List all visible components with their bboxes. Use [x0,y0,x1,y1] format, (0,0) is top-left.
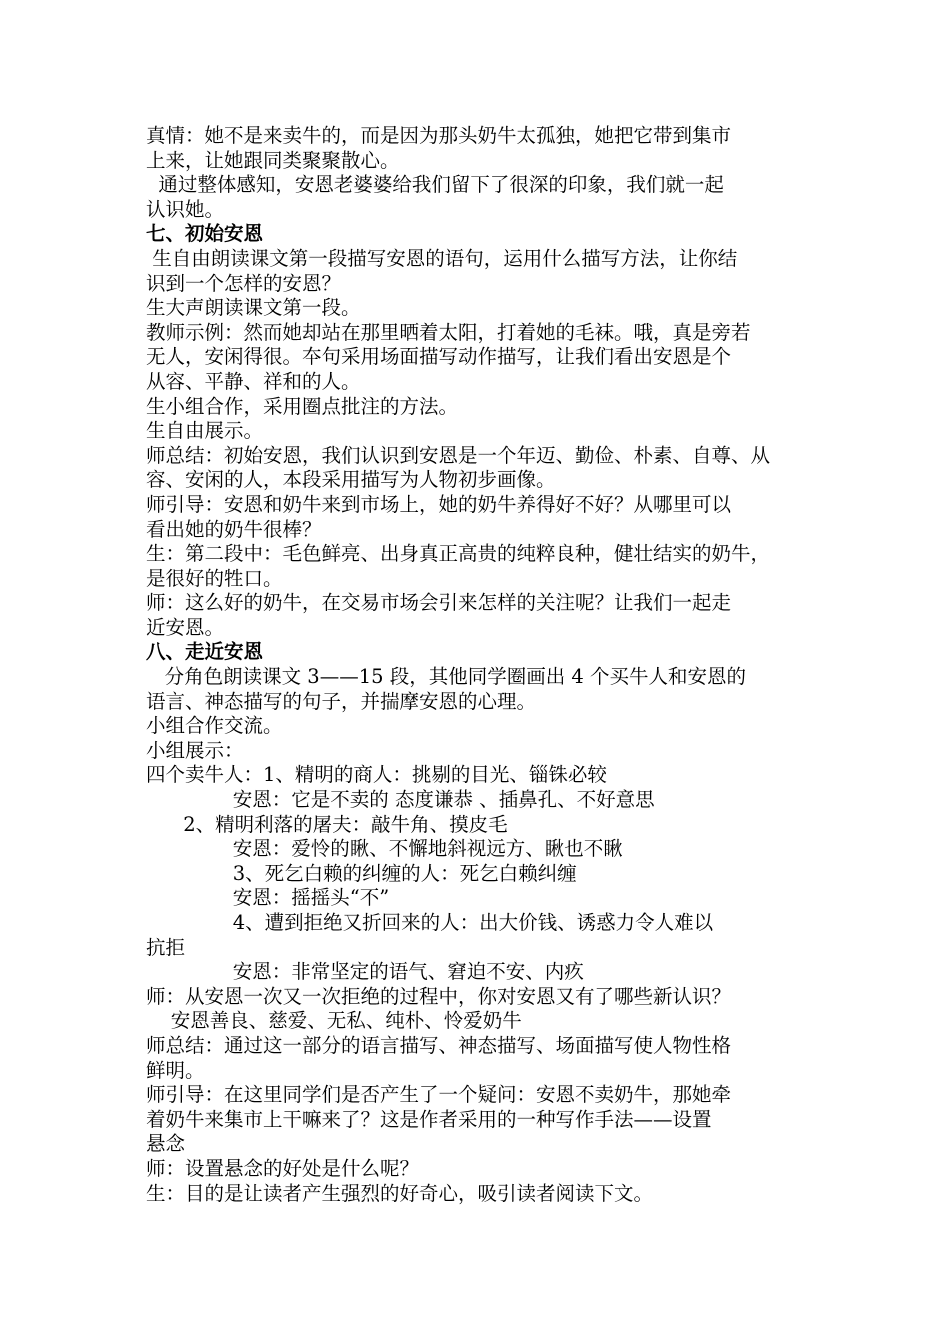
text-line: 安恩：非常坚定的语气、窘迫不安、内疚 [146,960,584,984]
text-line: 鲜明。 [146,1058,205,1082]
section-heading: 七、初始安恩 [146,222,264,246]
text-line: 4、遭到拒绝又折回来的人：出大价钱、诱惑力令人难以 [146,911,714,934]
text-line: 生：第二段中：毛色鲜亮、出身真正高贵的纯粹良种，健壮结实的奶牛， [146,542,771,566]
text-line: 安恩善良、慈爱、无私、纯朴、怜爱奶牛 [146,1009,522,1033]
text-line: 小组展示： [146,738,244,762]
text-line: 真情：她不是来卖牛的，而是因为那头奶牛太孤独，她把它带到集市 [146,124,732,147]
text-line: 语言、神态描写的句子，并揣摩安恩的心理。 [146,689,537,713]
text-line: 师：这么好的奶牛，在交易市场会引来怎样的关注呢？让我们一起走 [146,591,732,615]
section-heading: 八、走近安恩 [146,640,264,664]
text-line: 识到一个怎样的安恩？ [146,271,342,295]
text-line: 着奶牛来集市上干嘛来了？这是作者采用的一种写作手法——设置 [146,1107,712,1131]
text-line: 容、安闲的人，本段采用描写为人物初步画像。 [146,468,556,492]
text-line: 生自由展示。 [146,419,264,443]
text-line: 安恩：摇摇头“不” [146,886,390,910]
text-line: 师引导：安恩和奶牛来到市场上，她的奶牛养得好不好？从哪里可以 [146,492,732,516]
text-line: 近安恩。 [146,615,225,639]
text-line: 通过整体感知，安恩老婆婆给我们留下了很深的印象，我们就一起 [146,173,724,197]
text-line: 2、精明利落的屠夫：敲牛角、摸皮毛 [146,812,508,836]
text-line: 教师示例：然而她却站在那里晒着太阳，打着她的毛袜。哦，真是旁若 [146,320,751,344]
text-line: 认识她。 [146,197,225,221]
text-line: 从容、平静、祥和的人。 [146,369,361,393]
text-line: 安恩：爱怜的瞅、不懈地斜视远方、瞅也不瞅 [146,837,623,861]
document-body [146,124,826,1206]
text-line: 3、死乞白赖的纠缠的人：死乞白赖纠缠 [146,861,577,885]
text-line: 生大声朗读课文第一段。 [146,296,361,320]
text-line: 四个卖牛人：1、精明的商人：挑剔的目光、锱铢必较 [146,763,607,787]
text-line: 生小组合作，采用圈点批注的方法。 [146,394,459,418]
text-line: 师：从安恩一次又一次拒绝的过程中，你对安恩又有了哪些新认识？ [146,984,732,1008]
text-line: 无人，安闲得很。夲句采用场面描写动作描写，让我们看出安恩是个 [146,345,732,369]
text-line: 师：设置悬念的好处是什么呢？ [146,1156,420,1180]
text-line: 师总结：初始安恩，我们认识到安恩是一个年迈、勤俭、朴素、自尊、从 [146,443,771,467]
text-line: 上来，让她跟同类聚聚散心。 [146,148,400,172]
text-line: 师总结：通过这一部分的语言描写、神态描写、场面描写使人物性格 [146,1033,732,1057]
text-line: 生：目的是让读者产生强烈的好奇心，吸引读者阅读下文。 [146,1181,654,1205]
text-line: 抗拒 [146,935,186,959]
text-line: 生自由朗读课文第一段描写安恩的语句，运用什么描写方法，让你结 [146,246,738,270]
text-line: 悬念 [146,1132,186,1156]
text-line: 师引导：在这里同学们是否产生了一个疑问：安恩不卖奶牛，那她牵 [146,1083,732,1107]
text-line: 看出她的奶牛很棒？ [146,517,322,541]
text-line: 安恩：它是不卖的 态度谦恭 、插鼻孔、不好意思 [146,788,655,812]
text-line: 分角色朗读课文 3——15 段，其他同学圈画出 4 个买牛人和安恩的 [146,665,747,689]
text-line: 小组合作交流。 [146,714,283,738]
text-line: 是很好的牲口。 [146,566,283,590]
